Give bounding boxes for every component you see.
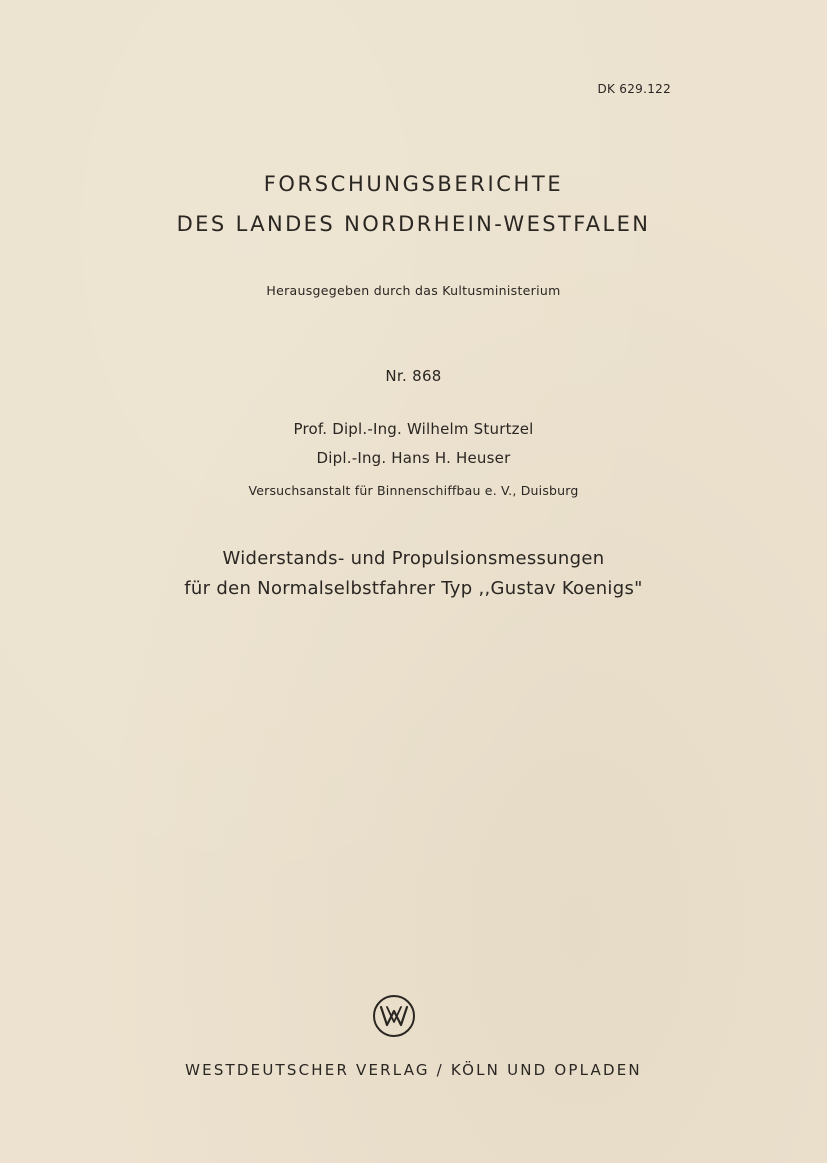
author-1: Prof. Dipl.-Ing. Wilhelm Sturtzel — [293, 420, 534, 438]
institution: Versuchsanstalt für Binnenschiffbau e. V., Duisburg — [248, 483, 579, 498]
wv-publisher-logo-icon — [372, 994, 416, 1038]
report-number: Nr. 868 — [385, 367, 442, 385]
author-2: Dipl.-Ing. Hans H. Heuser — [316, 449, 511, 467]
report-title-line-1: Widerstands- und Propulsionsmessungen — [222, 548, 605, 569]
editor-note: Herausgegeben durch das Kultusministerium — [266, 283, 561, 298]
series-title-line-1: FORSCHUNGSBERICHTE — [263, 172, 564, 196]
report-title-line-2: für den Normalselbstfahrer Typ ,,Gustav Koenigs" — [184, 578, 643, 599]
series-title-line-2: DES LANDES NORDRHEIN-WESTFALEN — [176, 212, 651, 236]
publisher-name: WESTDEUTSCHER VERLAG / KÖLN UND OPLADEN — [185, 1061, 642, 1079]
classification-code: DK 629.122 — [597, 82, 671, 96]
